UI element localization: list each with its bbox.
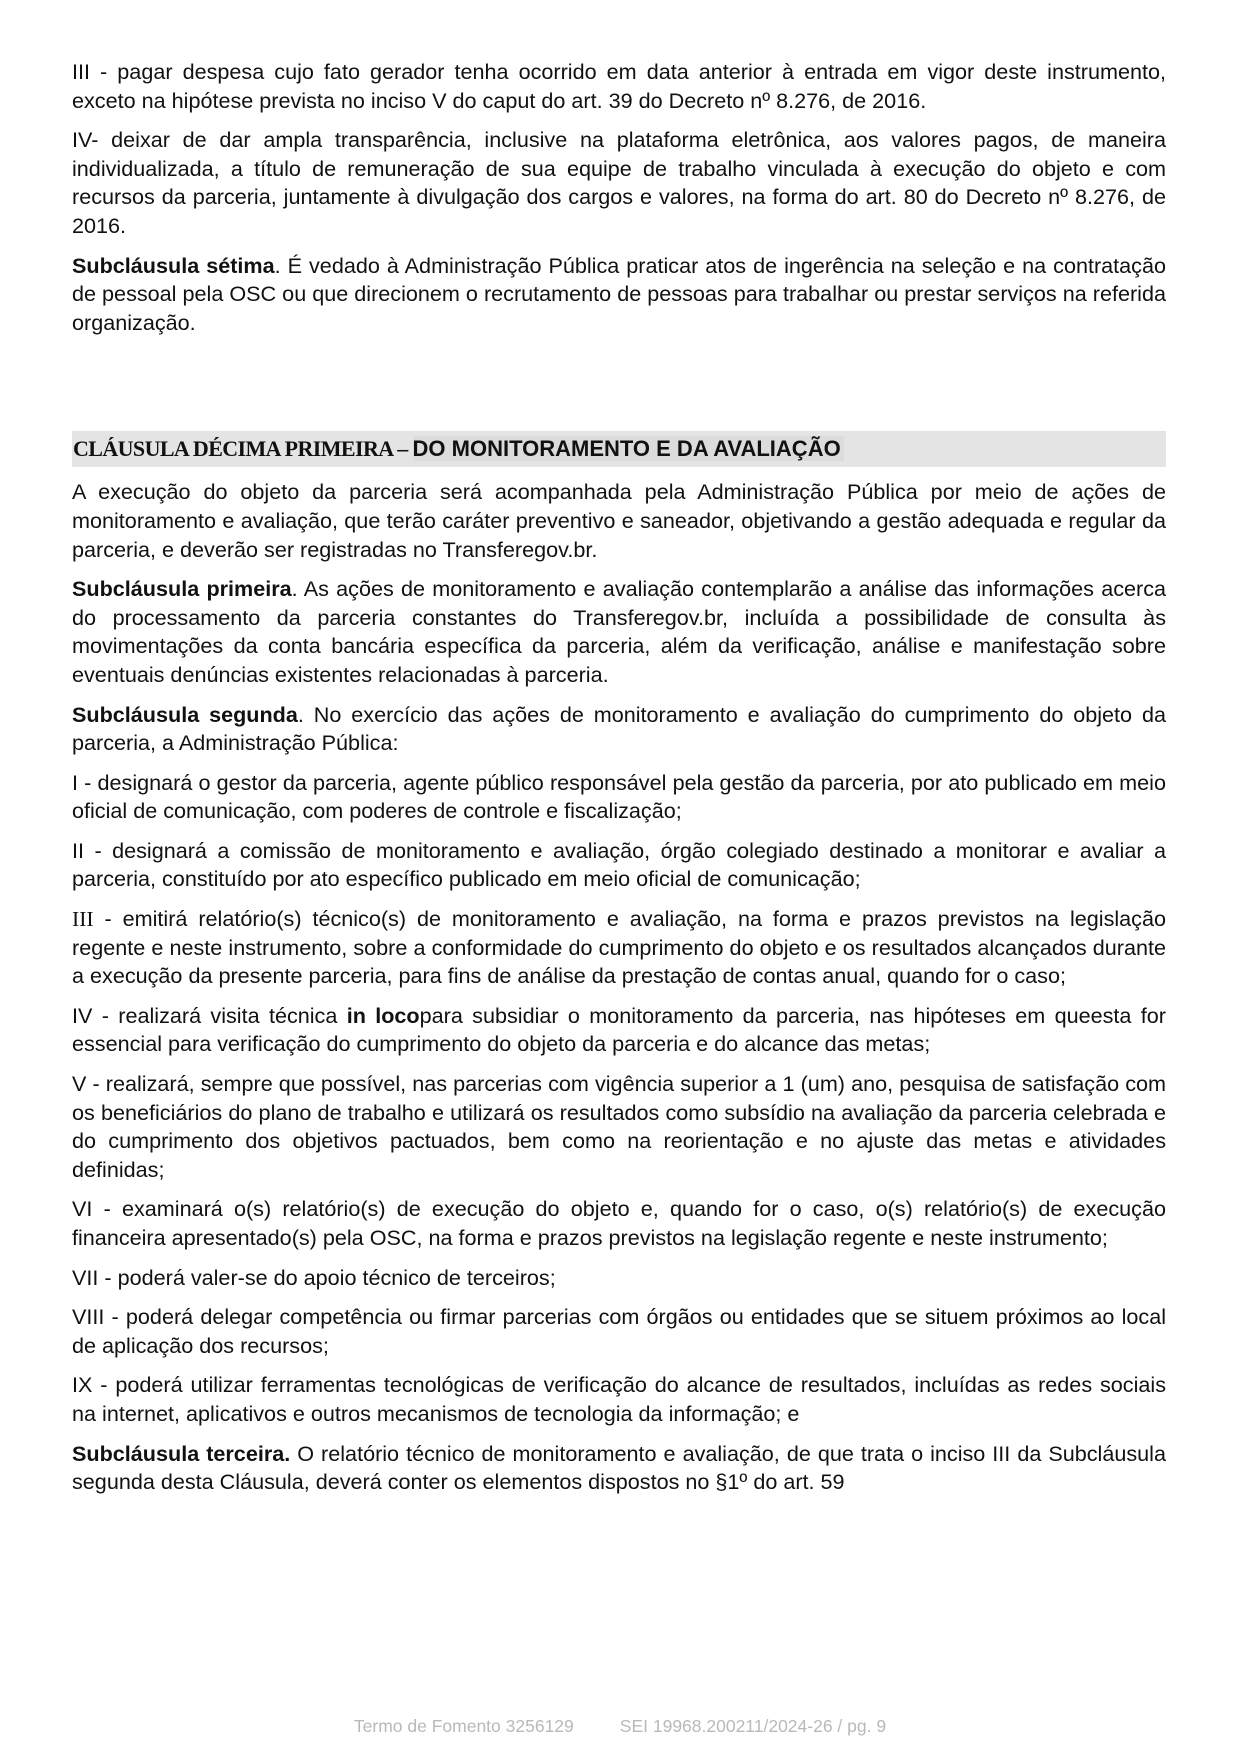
clause-heading-prefix: CLÁUSULA DÉCIMA PRIMEIRA – [73,436,413,462]
paragraph-inciso-iv-vedacao [72,126,1166,240]
paragraph-item-iv [72,1002,1166,1059]
footer-document-id: Termo de Fomento 3256129 [353,1716,574,1736]
subclause-label: Subcláusula sétima [72,252,275,278]
footer-sei-reference: SEI 19968.200211/2024-26 / pg. 9 [619,1716,887,1736]
paragraph-text: IV - realizará visita técnica [72,1002,347,1028]
paragraph-item-iii [72,905,1166,991]
subclause-label: Subcláusula segunda [72,701,298,727]
paragraph-text: . As ações de monitoramento e avaliação contemplarão a análise das informações acerca do processamento da parceria constantes do Transferegov.br, incluída a possibilidade de consulta às movimentações da conta bancária específica da parceria, além da verificação, análise e manifestação sobre eventuais denúncias existentes relacionadas à parceria. [72,576,1167,687]
paragraph-item-v [72,1070,1166,1184]
paragraph-subclausula-terceira [72,1440,1166,1497]
paragraph-text: II - designará a comissão de monitoramento e avaliação, órgão colegiado destinado a monitorar e avaliar a parceria, constituído por ato específico publicado em meio oficial de comunicação; [72,837,1166,892]
page-footer [0,1716,1240,1737]
paragraph-text: - emitirá relatório(s) técnico(s) de monitoramento e avaliação, na forma e prazos previstos na legislação regente e neste instrumento, sobre a conformidade do cumprimento do objeto e os resultados alcançados durante a execução da presente parceria, para fins de análise da prestação de contas anual, quando for o caso; [72,906,1166,989]
paragraph-item-vi [72,1195,1166,1252]
paragraph-text: I - designará o gestor da parceria, agente público responsável pela gestão da parceria, por ato publicado em meio oficial de comunicação, com poderes de controle e fiscalização; [72,769,1166,824]
paragraph-item-viii [72,1303,1166,1360]
paragraph-text: A execução do objeto da parceria será acompanhada pela Administração Pública por meio de ações de monitoramento e avaliação, que terão caráter preventivo e saneador, objetivando a gestão adequada e regular da parceria, e deverão ser registradas no Transferegov.br. [72,479,1166,562]
paragraph-item-vii [72,1264,1166,1293]
paragraph-subclausula-setima [72,252,1166,338]
paragraph-intro [72,478,1166,564]
paragraph-item-ii [72,837,1166,894]
paragraph-text: para subsidiar o monitoramento da parceria, nas hipóteses em queesta for essencial para verificação do cumprimento do objeto da parceria e do alcance das metas; [72,1002,1166,1057]
paragraph-text: III - pagar despesa cujo fato gerador tenha ocorrido em data anterior à entrada em vigor deste instrumento, exceto na hipótese prevista no inciso V do caput do art. 39 do Decreto nº 8.276, de 2016. [72,59,1166,113]
paragraph-text: IV- deixar de dar ampla transparência, inclusive na plataforma eletrônica, aos valores pagos, de maneira individualizada, a título de remuneração de sua equipe de trabalho vinculada à execução do objeto e com recursos da parceria, juntamente à divulgação dos cargos e valores, na forma do art. 80 do Decreto nº 8.276, de 2016. [72,127,1166,238]
paragraph-text: . É vedado à Administração Pública praticar atos de ingerência na seleção e na contratação de pessoal pela OSC ou que direcionem o recrutamento de pessoas para trabalhar ou prestar serviços na referida organização. [72,252,1166,335]
paragraph-subclausula-primeira [72,575,1166,689]
paragraph-text: O relatório técnico de monitoramento e avaliação, de que trata o inciso III da Subcláusula segunda desta Cláusula, deverá conter os elementos dispostos no §1º do art. 59 [72,1440,1166,1495]
subclause-label: Subcláusula primeira [72,576,292,602]
paragraph-text: V - realizará, sempre que possível, nas parcerias com vigência superior a 1 (um) ano, pesquisa de satisfação com os beneficiários do plano de trabalho e utilizará os resultados como subsídio na avaliação da parceria celebrada e do cumprimento dos objetivos pactuados, bem como na reorientação e no ajuste das metas e atividades definidas; [72,1071,1166,1182]
paragraph-item-i [72,769,1166,826]
paragraph-item-ix [72,1371,1166,1428]
document-page [72,58,1166,1508]
clause-heading [72,431,1166,467]
paragraph-text: VIII - poderá delegar competência ou firmar parcerias com órgãos ou entidades que se situem próximos ao local de aplicação dos recursos; [72,1304,1166,1358]
paragraph-inciso-iii-vedacao [72,58,1166,115]
paragraph-text: IX - poderá utilizar ferramentas tecnológicas de verificação do alcance de resultados, incluídas as redes sociais na internet, aplicativos e outros mecanismos de tecnologia da informação; e [72,1372,1166,1426]
paragraph-text: VII - poderá valer-se do apoio técnico de terceiros; [72,1264,556,1290]
emphasis-in-loco: in loco [346,1002,420,1028]
subclause-label: Subcláusula terceira. [72,1440,291,1466]
paragraph-text: VI - examinará o(s) relatório(s) de execução do objeto e, quando for o caso, o(s) relatório(s) de execução financeira apresentado(s) pela OSC, na forma e prazos previstos na legislação regente e neste instrumento; [72,1196,1166,1250]
clause-heading-title: DO MONITORAMENTO E DA AVALIAÇÃO [413,436,844,461]
item-numeral: III [72,907,94,932]
paragraph-subclausula-segunda [72,701,1166,758]
section-spacer [72,348,1166,431]
paragraph-text: . No exercício das ações de monitoramento e avaliação do cumprimento do objeto da parceria, a Administração Pública: [72,701,1166,756]
